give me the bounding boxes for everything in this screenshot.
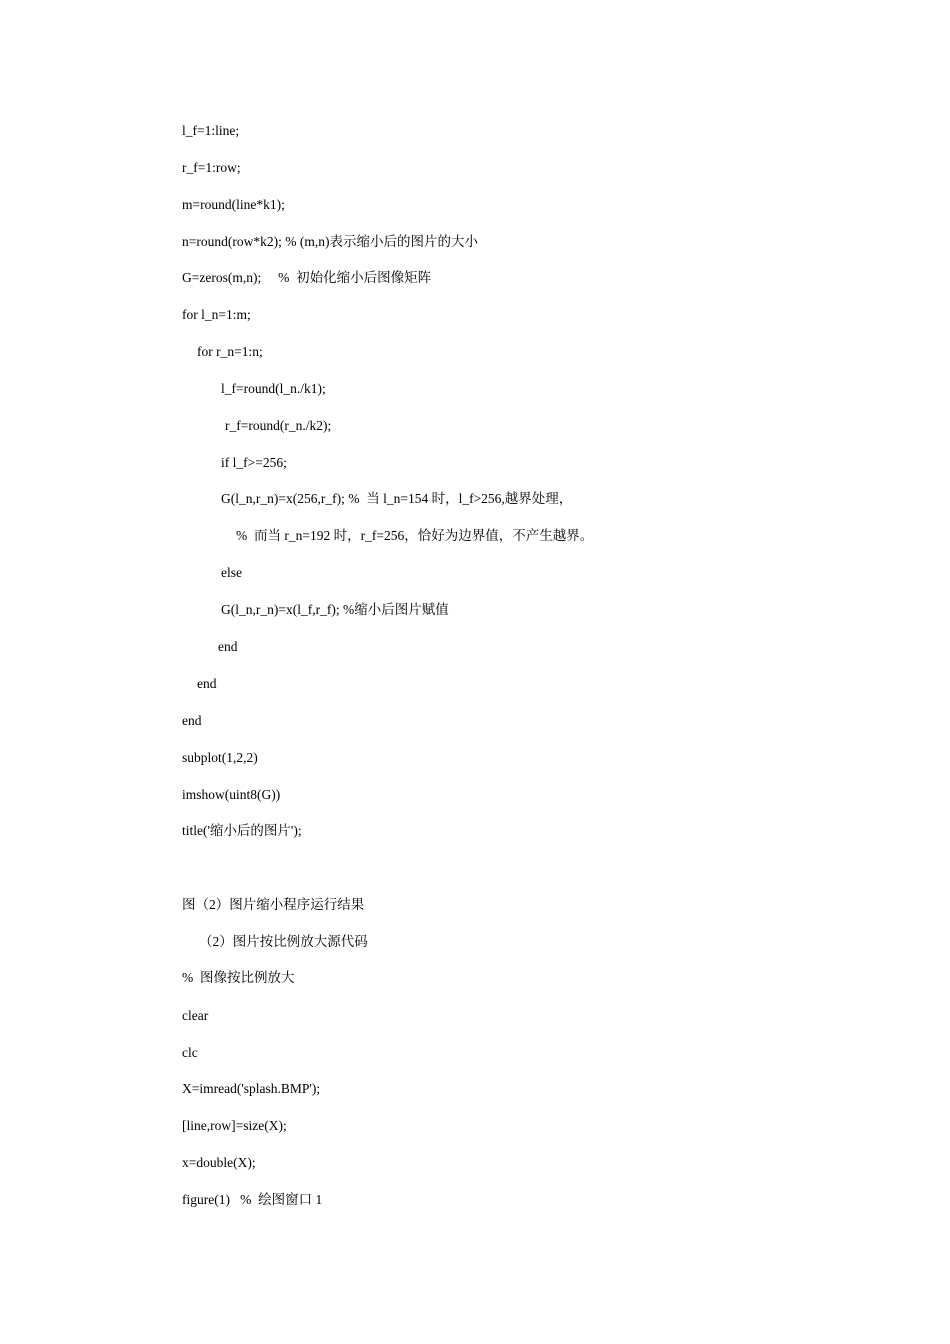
code-line: l_f=1:line;: [182, 123, 240, 138]
code-line: title('缩小后的图片');: [182, 823, 302, 838]
code-line: x=double(X);: [182, 1155, 256, 1170]
figure-caption: 图（2）图片缩小程序运行结果: [182, 897, 365, 912]
code-line: G=zeros(m,n); % 初始化缩小后图像矩阵: [182, 270, 432, 285]
code-line: r_f=round(r_n./k2);: [225, 418, 332, 433]
code-line: end: [218, 639, 238, 654]
code-line: end: [182, 713, 202, 728]
code-line: G(l_n,r_n)=x(256,r_f); % 当 l_n=154 时，l_f>256,越界处理，: [221, 491, 573, 506]
code-line: if l_f>=256;: [221, 455, 287, 470]
code-line: imshow(uint8(G)): [182, 787, 281, 802]
code-line: [line,row]=size(X);: [182, 1118, 287, 1133]
code-line: G(l_n,r_n)=x(l_f,r_f); %缩小后图片赋值: [221, 602, 449, 617]
code-line: for r_n=1:n;: [197, 344, 263, 359]
code-line: X=imread('splash.BMP');: [182, 1081, 321, 1096]
code-line: l_f=round(l_n./k1);: [221, 381, 326, 396]
code-line: clc: [182, 1045, 198, 1060]
code-line: clear: [182, 1008, 209, 1023]
section-heading: （2）图片按比例放大源代码: [199, 934, 368, 949]
code-line: m=round(line*k1);: [182, 197, 285, 212]
code-comment-line: % 图像按比例放大: [182, 970, 295, 985]
code-line: end: [197, 676, 217, 691]
code-line: else: [221, 565, 242, 580]
code-comment-line: % 而当 r_n=192 时，r_f=256，恰好为边界值，不产生越界。: [236, 528, 594, 543]
code-line: r_f=1:row;: [182, 160, 241, 175]
code-line: n=round(row*k2); % (m,n)表示缩小后的图片的大小: [182, 234, 478, 249]
code-line: for l_n=1:m;: [182, 307, 251, 322]
code-line: subplot(1,2,2): [182, 750, 258, 765]
code-line: figure(1) % 绘图窗口 1: [182, 1192, 323, 1207]
